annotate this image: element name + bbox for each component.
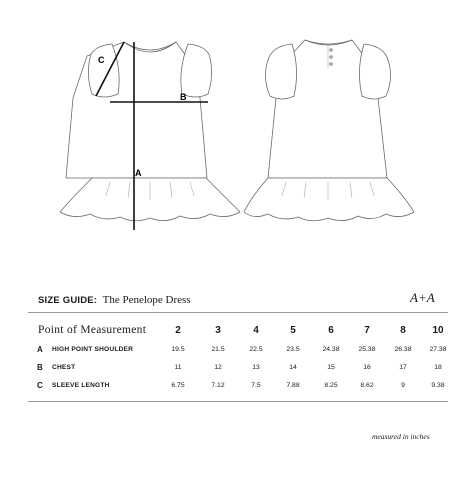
row-letter: B (37, 363, 43, 372)
row-label: SLEEVE LENGTH (52, 382, 110, 389)
table-cell: 7.12 (211, 382, 225, 389)
table-cell: 17 (399, 364, 407, 371)
table-cell: 9 (401, 382, 405, 389)
dress-front-sketch (60, 42, 240, 221)
size-header: 10 (432, 325, 444, 336)
size-header: 8 (400, 325, 406, 336)
size-header: 5 (290, 325, 296, 336)
table-cell: 8.25 (324, 382, 338, 389)
table-cell: 21.5 (211, 346, 225, 353)
dress-back-sketch (244, 40, 414, 221)
table-cell: 24.38 (322, 346, 340, 353)
table-cell: 19.5 (171, 346, 185, 353)
measure-label-b: B (180, 92, 187, 102)
table-cell: 23.5 (286, 346, 300, 353)
product-name: The Penelope Dress (102, 294, 191, 306)
back-button (330, 56, 332, 58)
size-header: 6 (328, 325, 334, 336)
table-cell: 7.5 (251, 382, 261, 389)
table-cell: 12 (214, 364, 222, 371)
size-guide-label: SIZE GUIDE: (38, 295, 98, 306)
table-cell: 27.38 (429, 346, 447, 353)
row-letter: C (37, 381, 43, 390)
measure-label-c: C (98, 55, 105, 65)
back-button (330, 49, 332, 51)
table-cell: 11 (174, 364, 182, 371)
back-right-sleeve (359, 44, 390, 99)
size-header: 2 (175, 325, 181, 336)
table-cell: 7.88 (286, 382, 300, 389)
table-cell: 15 (327, 364, 335, 371)
divider-bottom (28, 401, 448, 402)
table-cell: 22.5 (249, 346, 263, 353)
front-right-sleeve (181, 44, 212, 97)
front-left-sleeve (88, 44, 119, 97)
table-cell: 26.38 (394, 346, 412, 353)
row-letter: A (37, 345, 43, 354)
row-label: HIGH POINT SHOULDER (52, 346, 134, 353)
point-of-measurement-title: Point of Measurement (38, 324, 147, 336)
measure-label-a: A (135, 168, 142, 178)
back-button (330, 63, 332, 65)
back-ruffle-outline (244, 178, 414, 221)
size-guide-heading (38, 294, 191, 306)
divider-top (28, 312, 448, 313)
back-left-sleeve (265, 44, 296, 99)
table-cell: 16 (363, 364, 371, 371)
measurement-unit-note: measured in inches (372, 432, 430, 441)
table-cell: 8.62 (360, 382, 374, 389)
table-cell: 6.75 (171, 382, 185, 389)
table-cell: 9.38 (431, 382, 445, 389)
table-cell: 25.38 (358, 346, 376, 353)
size-header: 3 (215, 325, 221, 336)
table-cell: 18 (434, 364, 442, 371)
size-header: 4 (253, 325, 259, 336)
table-cell: 14 (289, 364, 297, 371)
size-header: 7 (364, 325, 370, 336)
table-cell: 13 (252, 364, 260, 371)
brand-logo: A+A (410, 290, 435, 305)
row-label: CHEST (52, 364, 76, 371)
